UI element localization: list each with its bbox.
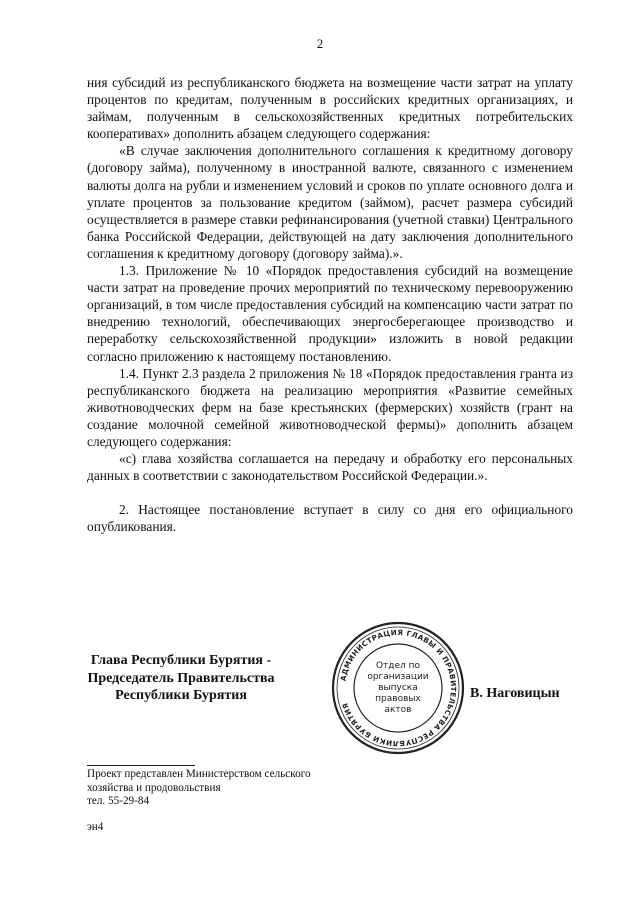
official-stamp — [330, 620, 466, 756]
signatory-title-line: Председатель Правительства — [87, 670, 275, 686]
stamp-center-text: Отдел по — [375, 661, 421, 671]
document-code: эн4 — [87, 821, 104, 833]
stamp-center-text: актов — [384, 705, 412, 715]
signatory-name: В. Наговицын — [470, 686, 560, 701]
stamp-center-text: правовых — [375, 694, 421, 704]
paragraph-continuation: ния субсидий из республиканского бюджета на возмещение части затрат на уплату процентов по кредитам, полученным в российских кредитных организациях, и займам, полученным в сельскохозяйственных кредитных потребительских кооперативах» дополнить абзацем следующего содержания: — [87, 75, 573, 142]
footnote-line: хозяйства и продовольствия — [87, 781, 221, 794]
stamp-center-text: организации — [367, 672, 429, 682]
signatory-title-line: Республики Бурятия — [115, 688, 247, 703]
paragraph-quoted-c: «с) глава хозяйства соглашается на передачу и обработку его персональных данных в соответствии с законодательством Российской Федерации.». — [87, 451, 573, 484]
footnote-line: Проект представлен Министерством сельского — [87, 768, 311, 780]
paragraph-quoted-addition: «В случае заключения дополнительного соглашения к кредитному договору (договору займа), полученному в иностранной валюте, связанного с изменением валюты долга на рубли и изменением условий и сроков по уплате основного долга и уплате процентов за пользование кредитом (займом), расчет размера субсидий осуществляется в размере ставки рефинансирования (учетной ставки) Центрального банка Российской Федерации, действующей на дату заключения дополнительного соглашения к кредитному договору (договору займа).». — [87, 143, 573, 261]
signatory-title — [72, 652, 290, 705]
paragraph-2: 2. Настоящее постановление вступает в силу со дня его официального опубликования. — [87, 502, 573, 535]
signatory-title-line: Глава Республики Бурятия - — [90, 653, 272, 668]
stamp-center-text: выпуска — [378, 683, 418, 693]
paragraph-1-4: 1.4. Пункт 2.3 раздела 2 приложения № 18 «Порядок предоставления гранта из республиканского бюджета на реализацию мероприятия «Развитие семейных животноводческих ферм на базе крестьянских (фермерских) хозяйств (грант на создание молочной семейной животноводческой фермы)» дополнить абзацем следующего содержания: — [87, 365, 573, 449]
page-number: 2 — [316, 36, 324, 51]
footnote-divider — [87, 765, 195, 766]
document-body — [87, 74, 573, 535]
stamp-ring-text: АДМИНИСТРАЦИЯ ГЛАВЫ И ПРАВИТЕЛЬСТВА РЕСПУБЛИКИ БУРЯТИЯ — [338, 627, 459, 749]
footnote-line: тел. 55-29-84 — [87, 795, 150, 807]
footnote — [87, 768, 387, 809]
paragraph-1-3: 1.3. Приложение № 10 «Порядок предоставления субсидий на возмещение части затрат на проведение прочих мероприятий по техническому перевооружению организаций, в том числе предоставления субсидий на компенсацию части затрат по внедрению технологий, обеспечивающих энергосберегающее производство и переработку сельскохозяйственной продукции» изложить в новой редакции согласно приложению к настоящему постановлению. — [87, 263, 573, 364]
